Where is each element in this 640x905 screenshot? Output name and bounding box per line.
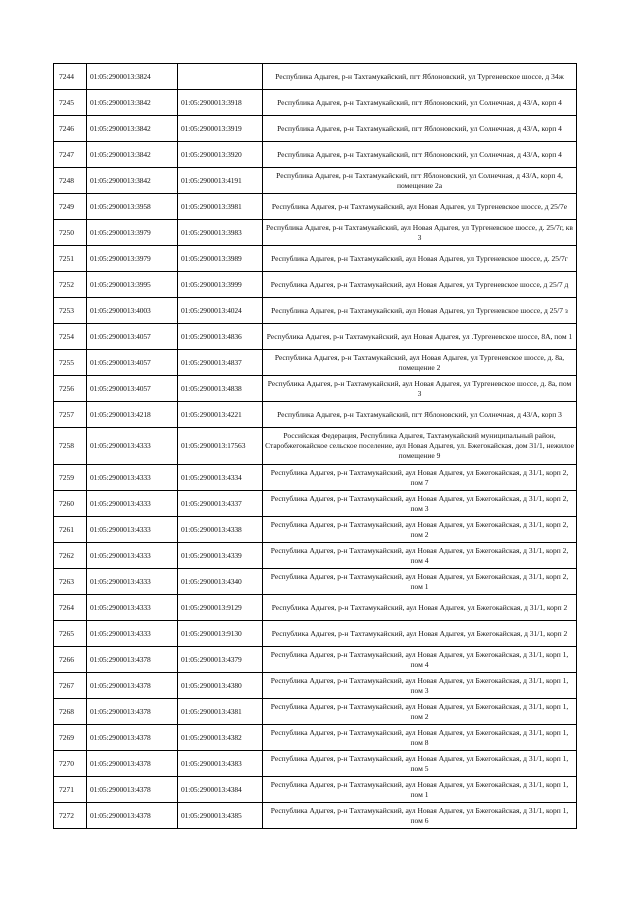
cadastral-number: 01:05:2900013:3995 — [87, 272, 178, 298]
table-row — [54, 751, 577, 777]
table-row — [54, 272, 577, 298]
address-cell: Республика Адыгея, р-н Тахтамукайский, аул Новая Адыгея, ул Бжегокайская, д 31/1, корп 1, пом 8 — [263, 725, 577, 751]
row-number: 7251 — [54, 246, 87, 272]
object-cadastral-number: 01:05:2900013:3999 — [178, 272, 263, 298]
row-number: 7269 — [54, 725, 87, 751]
cadastral-number: 01:05:2900013:4378 — [87, 673, 178, 699]
row-number: 7245 — [54, 90, 87, 116]
object-cadastral-number: 01:05:2900013:17563 — [178, 428, 263, 465]
row-number: 7265 — [54, 621, 87, 647]
row-number: 7263 — [54, 569, 87, 595]
address-cell: Республика Адыгея, р-н Тахтамукайский, пгт Яблоновский, ул Солнечная, д 43/А, корп 4 — [263, 142, 577, 168]
table-body — [54, 64, 577, 829]
address-cell: Республика Адыгея, р-н Тахтамукайский, пгт Яблоновский, ул Тургеневское шоссе, д 34ж — [263, 64, 577, 90]
cadastral-number: 01:05:2900013:4333 — [87, 491, 178, 517]
table-row — [54, 402, 577, 428]
cadastral-number: 01:05:2900013:4333 — [87, 465, 178, 491]
address-cell: Республика Адыгея, р-н Тахтамукайский, аул Новая Адыгея, ул Тургеневское шоссе, д 25/7е — [263, 194, 577, 220]
object-cadastral-number: 01:05:2900013:3983 — [178, 220, 263, 246]
cadastral-number: 01:05:2900013:4378 — [87, 725, 178, 751]
property-table — [53, 63, 577, 829]
table-row — [54, 595, 577, 621]
address-cell: Республика Адыгея, р-н Тахтамукайский, аул Новая Адыгея, ул Бжегокайская, д 31/1, корп 1, пом 3 — [263, 673, 577, 699]
object-cadastral-number: 01:05:2900013:4381 — [178, 699, 263, 725]
row-number: 7260 — [54, 491, 87, 517]
row-number: 7264 — [54, 595, 87, 621]
table-row — [54, 298, 577, 324]
object-cadastral-number: 01:05:2900013:3989 — [178, 246, 263, 272]
object-cadastral-number: 01:05:2900013:4836 — [178, 324, 263, 350]
row-number: 7249 — [54, 194, 87, 220]
table-row — [54, 569, 577, 595]
cadastral-number: 01:05:2900013:4333 — [87, 595, 178, 621]
cadastral-number: 01:05:2900013:4218 — [87, 402, 178, 428]
table-row — [54, 803, 577, 829]
cadastral-number: 01:05:2900013:3979 — [87, 246, 178, 272]
cadastral-number: 01:05:2900013:4378 — [87, 803, 178, 829]
address-cell: Республика Адыгея, р-н Тахтамукайский, аул Новая Адыгея, ул Бжегокайская, д 31/1, корп 1, пом 6 — [263, 803, 577, 829]
object-cadastral-number: 01:05:2900013:4384 — [178, 777, 263, 803]
row-number: 7244 — [54, 64, 87, 90]
object-cadastral-number: 01:05:2900013:4339 — [178, 543, 263, 569]
object-cadastral-number: 01:05:2900013:4338 — [178, 517, 263, 543]
object-cadastral-number: 01:05:2900013:4382 — [178, 725, 263, 751]
row-number: 7267 — [54, 673, 87, 699]
cadastral-number: 01:05:2900013:3979 — [87, 220, 178, 246]
address-cell: Республика Адыгея, р-н Тахтамукайский, аул Новая Адыгея, ул Тургеневское шоссе, д 25/7 д — [263, 272, 577, 298]
object-cadastral-number: 01:05:2900013:4385 — [178, 803, 263, 829]
cadastral-number: 01:05:2900013:4333 — [87, 543, 178, 569]
object-cadastral-number: 01:05:2900013:4221 — [178, 402, 263, 428]
table-row — [54, 517, 577, 543]
row-number: 7271 — [54, 777, 87, 803]
object-cadastral-number: 01:05:2900013:4024 — [178, 298, 263, 324]
cadastral-number: 01:05:2900013:3842 — [87, 116, 178, 142]
table-row — [54, 194, 577, 220]
cadastral-number: 01:05:2900013:3958 — [87, 194, 178, 220]
object-cadastral-number: 01:05:2900013:4337 — [178, 491, 263, 517]
address-cell: Республика Адыгея, р-н Тахтамукайский, аул Новая Адыгея, ул .Тургеневское шоссе, 8А, пом 1 — [263, 324, 577, 350]
address-cell: Республика Адыгея, р-н Тахтамукайский, пгт Яблоновский, ул Солнечная, д 43/А, корп 3 — [263, 402, 577, 428]
table-row — [54, 647, 577, 673]
address-cell: Республика Адыгея, р-н Тахтамукайский, аул Новая Адыгея, ул Бжегокайская, д 31/1, корп 1, пом 1 — [263, 777, 577, 803]
row-number: 7256 — [54, 376, 87, 402]
address-cell: Республика Адыгея, р-н Тахтамукайский, аул Новая Адыгея, ул Бжегокайская, д 31/1, корп 2, пом 7 — [263, 465, 577, 491]
object-cadastral-number: 01:05:2900013:4379 — [178, 647, 263, 673]
row-number: 7272 — [54, 803, 87, 829]
cadastral-number: 01:05:2900013:4333 — [87, 569, 178, 595]
table-row — [54, 324, 577, 350]
row-number: 7247 — [54, 142, 87, 168]
object-cadastral-number: 01:05:2900013:4191 — [178, 168, 263, 194]
cadastral-number: 01:05:2900013:4333 — [87, 621, 178, 647]
cadastral-number: 01:05:2900013:3842 — [87, 142, 178, 168]
object-cadastral-number: 01:05:2900013:3920 — [178, 142, 263, 168]
cadastral-number: 01:05:2900013:4333 — [87, 428, 178, 465]
row-number: 7261 — [54, 517, 87, 543]
object-cadastral-number: 01:05:2900013:9130 — [178, 621, 263, 647]
address-cell: Республика Адыгея, р-н Тахтамукайский, пгт Яблоновский, ул Солнечная, д 43/А, корп 4, помещение 2а — [263, 168, 577, 194]
object-cadastral-number: 01:05:2900013:3919 — [178, 116, 263, 142]
cadastral-number: 01:05:2900013:3824 — [87, 64, 178, 90]
row-number: 7257 — [54, 402, 87, 428]
row-number: 7258 — [54, 428, 87, 465]
address-cell: Республика Адыгея, р-н Тахтамукайский, аул Новая Адыгея, ул Бжегокайская, д 31/1, корп 2 — [263, 621, 577, 647]
address-cell: Республика Адыгея, р-н Тахтамукайский, аул Новая Адыгея, ул Тургеневское шоссе, д. 8а, помещение 2 — [263, 350, 577, 376]
table-row — [54, 350, 577, 376]
row-number: 7250 — [54, 220, 87, 246]
object-cadastral-number: 01:05:2900013:3981 — [178, 194, 263, 220]
cadastral-number: 01:05:2900013:4057 — [87, 324, 178, 350]
row-number: 7246 — [54, 116, 87, 142]
row-number: 7252 — [54, 272, 87, 298]
address-cell: Республика Адыгея, р-н Тахтамукайский, аул Новая Адыгея, ул Бжегокайская, д 31/1, корп 1, пом 5 — [263, 751, 577, 777]
object-cadastral-number: 01:05:2900013:9129 — [178, 595, 263, 621]
object-cadastral-number: 01:05:2900013:4334 — [178, 465, 263, 491]
object-cadastral-number — [178, 64, 263, 90]
table-row — [54, 777, 577, 803]
address-cell: Республика Адыгея, р-н Тахтамукайский, пгт Яблоновский, ул Солнечная, д 43/А, корп 4 — [263, 116, 577, 142]
address-cell: Республика Адыгея, р-н Тахтамукайский, аул Новая Адыгея, ул Тургеневское шоссе, д. 25/7г, кв 3 — [263, 220, 577, 246]
row-number: 7259 — [54, 465, 87, 491]
table-row — [54, 220, 577, 246]
table-row — [54, 465, 577, 491]
table-row — [54, 168, 577, 194]
address-cell: Республика Адыгея, р-н Тахтамукайский, аул Новая Адыгея, ул Бжегокайская, д 31/1, корп 2, пом 4 — [263, 543, 577, 569]
table-row — [54, 491, 577, 517]
table-row — [54, 543, 577, 569]
cadastral-number: 01:05:2900013:4333 — [87, 517, 178, 543]
table-row — [54, 699, 577, 725]
row-number: 7266 — [54, 647, 87, 673]
object-cadastral-number: 01:05:2900013:4838 — [178, 376, 263, 402]
object-cadastral-number: 01:05:2900013:4383 — [178, 751, 263, 777]
address-cell: Республика Адыгея, р-н Тахтамукайский, аул Новая Адыгея, ул Тургеневское шоссе, д. 25/7г — [263, 246, 577, 272]
object-cadastral-number: 01:05:2900013:4340 — [178, 569, 263, 595]
row-number: 7253 — [54, 298, 87, 324]
cadastral-number: 01:05:2900013:3842 — [87, 168, 178, 194]
address-cell: Республика Адыгея, р-н Тахтамукайский, аул Новая Адыгея, ул Тургеневское шоссе, д. 8а, пом 3 — [263, 376, 577, 402]
table-row — [54, 64, 577, 90]
row-number: 7254 — [54, 324, 87, 350]
address-cell: Республика Адыгея, р-н Тахтамукайский, аул Новая Адыгея, ул Бжегокайская, д 31/1, корп 2, пом 2 — [263, 517, 577, 543]
table-row — [54, 673, 577, 699]
table-row — [54, 428, 577, 465]
cadastral-number: 01:05:2900013:4378 — [87, 647, 178, 673]
cadastral-number: 01:05:2900013:4378 — [87, 699, 178, 725]
table-row — [54, 90, 577, 116]
row-number: 7255 — [54, 350, 87, 376]
row-number: 7262 — [54, 543, 87, 569]
row-number: 7248 — [54, 168, 87, 194]
row-number: 7268 — [54, 699, 87, 725]
cadastral-number: 01:05:2900013:4378 — [87, 777, 178, 803]
address-cell: Республика Адыгея, р-н Тахтамукайский, аул Новая Адыгея, ул Тургеневское шоссе, д 25/7 з — [263, 298, 577, 324]
cadastral-number: 01:05:2900013:3842 — [87, 90, 178, 116]
cadastral-number: 01:05:2900013:4003 — [87, 298, 178, 324]
cadastral-number: 01:05:2900013:4057 — [87, 350, 178, 376]
address-cell: Республика Адыгея, р-н Тахтамукайский, аул Новая Адыгея, ул Бжегокайская, д 31/1, корп 1, пом 4 — [263, 647, 577, 673]
object-cadastral-number: 01:05:2900013:4837 — [178, 350, 263, 376]
cadastral-number: 01:05:2900013:4378 — [87, 751, 178, 777]
table-row — [54, 725, 577, 751]
address-cell: Российская Федерация, Республика Адыгея, Тахтамукайский муниципальный район, Старобжегокайское сельское поселение, аул Новая Адыгея, ул. Бжегокайская, дом 31/1, нежилое помещение 9 — [263, 428, 577, 465]
table-row — [54, 246, 577, 272]
address-cell: Республика Адыгея, р-н Тахтамукайский, аул Новая Адыгея, ул Бжегокайская, д 31/1, корп 2, пом 3 — [263, 491, 577, 517]
object-cadastral-number: 01:05:2900013:3918 — [178, 90, 263, 116]
object-cadastral-number: 01:05:2900013:4380 — [178, 673, 263, 699]
address-cell: Республика Адыгея, р-н Тахтамукайский, пгт Яблоновский, ул Солнечная, д 43/А, корп 4 — [263, 90, 577, 116]
table-row — [54, 376, 577, 402]
table-row — [54, 621, 577, 647]
row-number: 7270 — [54, 751, 87, 777]
cadastral-number: 01:05:2900013:4057 — [87, 376, 178, 402]
address-cell: Республика Адыгея, р-н Тахтамукайский, аул Новая Адыгея, ул Бжегокайская, д 31/1, корп 1, пом 2 — [263, 699, 577, 725]
table-row — [54, 142, 577, 168]
table-row — [54, 116, 577, 142]
address-cell: Республика Адыгея, р-н Тахтамукайский, аул Новая Адыгея, ул Бжегокайская, д 31/1, корп 2 — [263, 595, 577, 621]
address-cell: Республика Адыгея, р-н Тахтамукайский, аул Новая Адыгея, ул Бжегокайская, д 31/1, корп 2, пом 1 — [263, 569, 577, 595]
